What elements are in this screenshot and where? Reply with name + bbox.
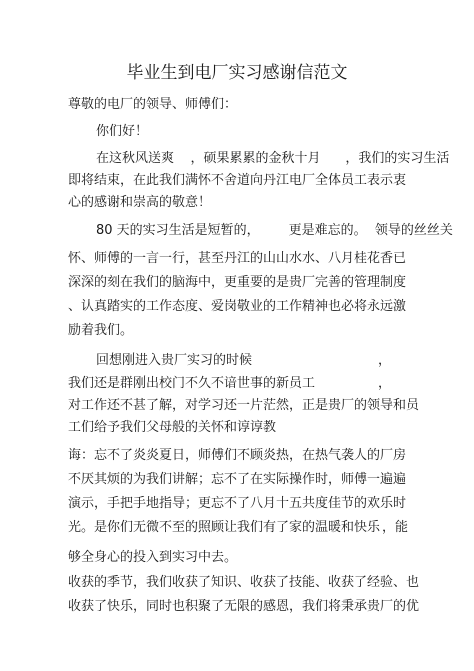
paragraph-line-end: ，能: [382, 520, 409, 535]
paragraph-line: 回想刚进入贵厂实习的时候: [96, 353, 253, 368]
paragraph-line: 收获了快乐，同时也积聚了无限的感恩，我们将秉承贵厂的优: [68, 599, 420, 614]
paragraph-line: 诲：忘不了炎炎夏日，师傅们不顾炎热，在热气袭人的厂房: [68, 448, 407, 463]
paragraph-line: 不厌其烦的为我们讲解；忘不了在实际操作时，师傅一遍遍: [68, 472, 407, 487]
paragraph-line: 心的感谢和崇高的敬意！: [68, 195, 212, 210]
paragraph-line: 怀、师傅的一言一行，甚至丹江的山山水水、八月桂花香已: [68, 251, 407, 266]
paragraph-line: 励着我们。: [68, 323, 134, 338]
paragraph-line: 演示，手把手地指导；更忘不了八月十五共度佳节的欢乐时: [68, 496, 407, 511]
paragraph-line: 80 天的实习生活是短暂的， 更是难忘的。 领导的丝丝关: [96, 223, 453, 238]
paragraph-line-end: ，: [378, 353, 392, 368]
greeting: 你们好！: [96, 124, 149, 139]
paragraph-line: 深深的刻在我们的脑海中，更重要的是贵厂完善的管理制度: [68, 275, 407, 290]
paragraph-line: 工们给予我们父母般的关怀和谆谆教: [68, 420, 277, 435]
paragraph-line-end: ，: [378, 376, 392, 391]
paragraph-line: 收获的季节，我们收获了知识、收获了技能、收获了经验、也: [68, 575, 420, 590]
salutation: 尊敬的电厂的领导、师傅们：: [68, 97, 238, 112]
paragraph-line: 在这秋风送爽 ，硕果累累的金秋十月 ，我们的实习生活: [96, 151, 450, 166]
paragraph-line: 对工作还不甚了解，对学习还一片茫然，正是贵厂的领导和员: [68, 398, 420, 413]
paragraph-line: 够全身心的投入到实习中去。: [68, 550, 238, 565]
paragraph-line: 我们还是群刚出校门不久不谙世事的新员工: [68, 376, 316, 391]
page-title: 毕业生到电厂实习感谢信范文: [126, 63, 348, 83]
paragraph-line: 即将结束，在此我们满怀不舍道向丹江电厂全体员工表示衷: [68, 173, 407, 188]
paragraph-line: 光。是你们无微不至的照顾让我们有了家的温暖和快乐: [68, 520, 381, 535]
paragraph-line: 、认真踏实的工作态度、爱岗敬业的工作精神也必将永远激: [68, 299, 407, 314]
